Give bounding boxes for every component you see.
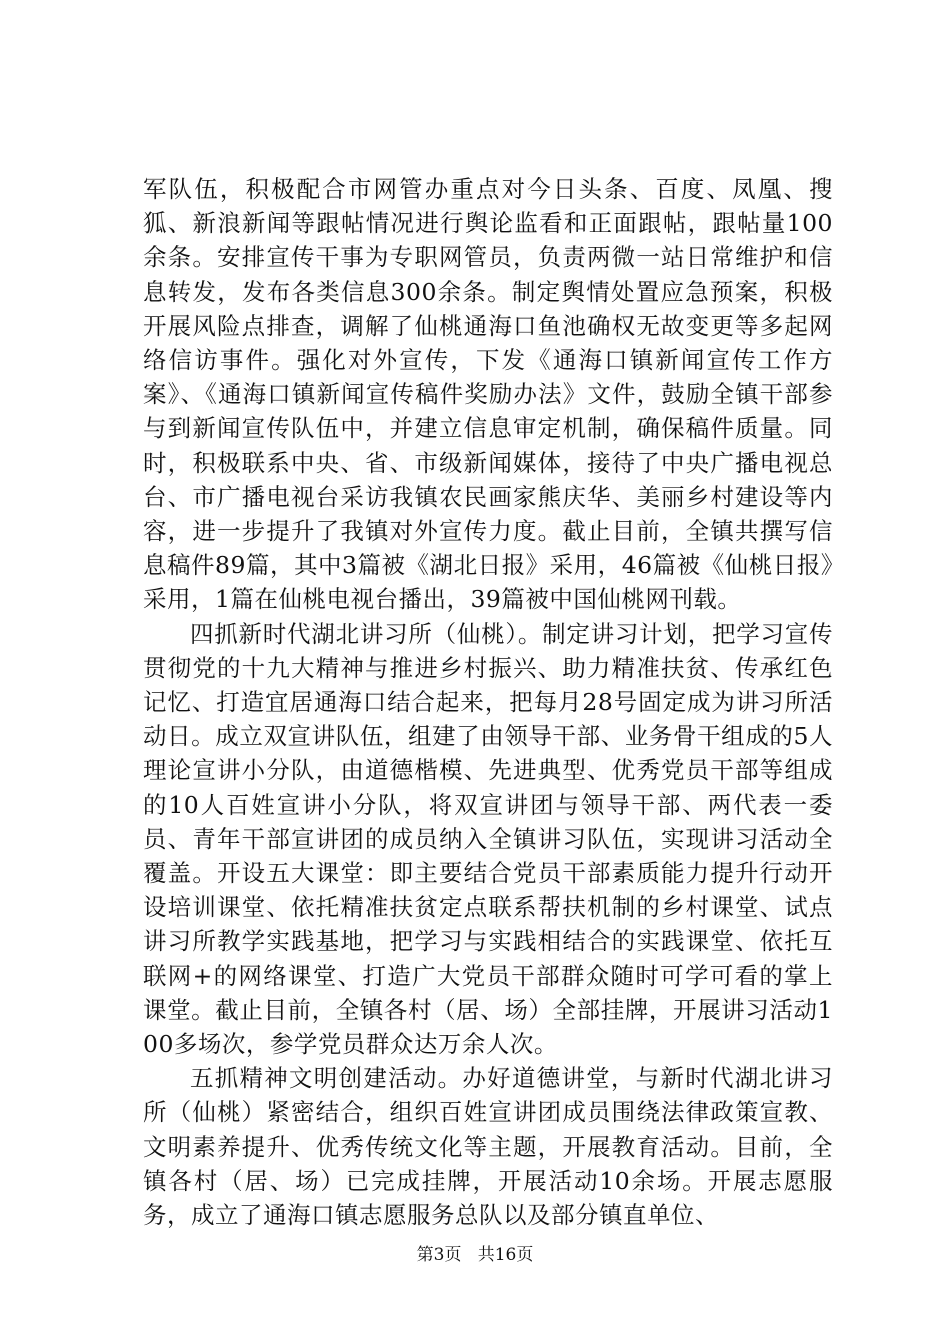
paragraph-section-four: 四抓新时代湖北讲习所（仙桃）。制定讲习计划，把学习宣传贯彻党的十九大精神与推进乡村振兴、助力精准扶贫、传承红色记忆、打造宜居通海口结合起来，把每月28号固定成为讲习所活动日。成立双宣讲队伍，组建了由领导干部、业务骨干组成的5人理论宣讲小分队，由道德楷模、先进典型、优秀党员干部等组成的10人百姓宣讲小分队，将双宣讲团与领导干部、两代表一委员、青年干部宣讲团的成员纳入全镇讲习队伍，实现讲习活动全覆盖。开设五大课堂：即主要结合党员干部素质能力提升行动开设培训课堂、依托精准扶贫定点联系帮扶机制的乡村课堂、试点讲习所教学实践基地，把学习与实践相结合的实践课堂、依托互联网+的网络课堂、打造广大党员干部群众随时可学可看的掌上课堂。截止目前，全镇各村（居、场）全部挂牌，开展讲习活动100多场次，参学党员群众达万余人次。	[143, 619, 833, 1059]
paragraph-section-five: 五抓精神文明创建活动。办好道德讲堂，与新时代湖北讲习所（仙桃）紧密结合，组织百姓宣讲团成员围绕法律政策宣教、文明素养提升、优秀传统文化等主题，开展教育活动。目前，全镇各村（居、场）已完成挂牌，开展活动10余场。开展志愿服务，成立了通海口镇志愿服务总队以及部分镇直单位、	[143, 1064, 833, 1230]
paragraph-continuation: 军队伍，积极配合市网管办重点对今日头条、百度、凤凰、搜狐、新浪新闻等跟帖情况进行舆论监看和正面跟帖，跟帖量100余条。安排宣传干事为专职网管员，负责两微一站日常维护和信息转发，发布各类信息300余条。制定舆情处置应急预案，积极开展风险点排查，调解了仙桃通海口鱼池确权无故变更等多起网络信访事件。强化对外宣传，下发《通海口镇新闻宣传工作方案》、《通海口镇新闻宣传稿件奖励办法》文件，鼓励全镇干部参与到新闻宣传队伍中，并建立信息审定机制，确保稿件质量。同时，积极联系中央、省、市级新闻媒体，接待了中央广播电视总台、市广播电视台采访我镇农民画家熊庆华、美丽乡村建设等内容，进一步提升了我镇对外宣传力度。截止目前，全镇共撰写信息稿件89篇，其中3篇被《湖北日报》采用，46篇被《仙桃日报》采用，1篇在仙桃电视台播出，39篇被中国仙桃网刊载。	[143, 175, 833, 614]
page-spacer	[467, 1245, 472, 1265]
page-number: 第3页	[416, 1245, 462, 1265]
page-total: 共16页	[477, 1245, 534, 1265]
document-body	[143, 172, 833, 1232]
page-footer	[0, 1244, 950, 1266]
